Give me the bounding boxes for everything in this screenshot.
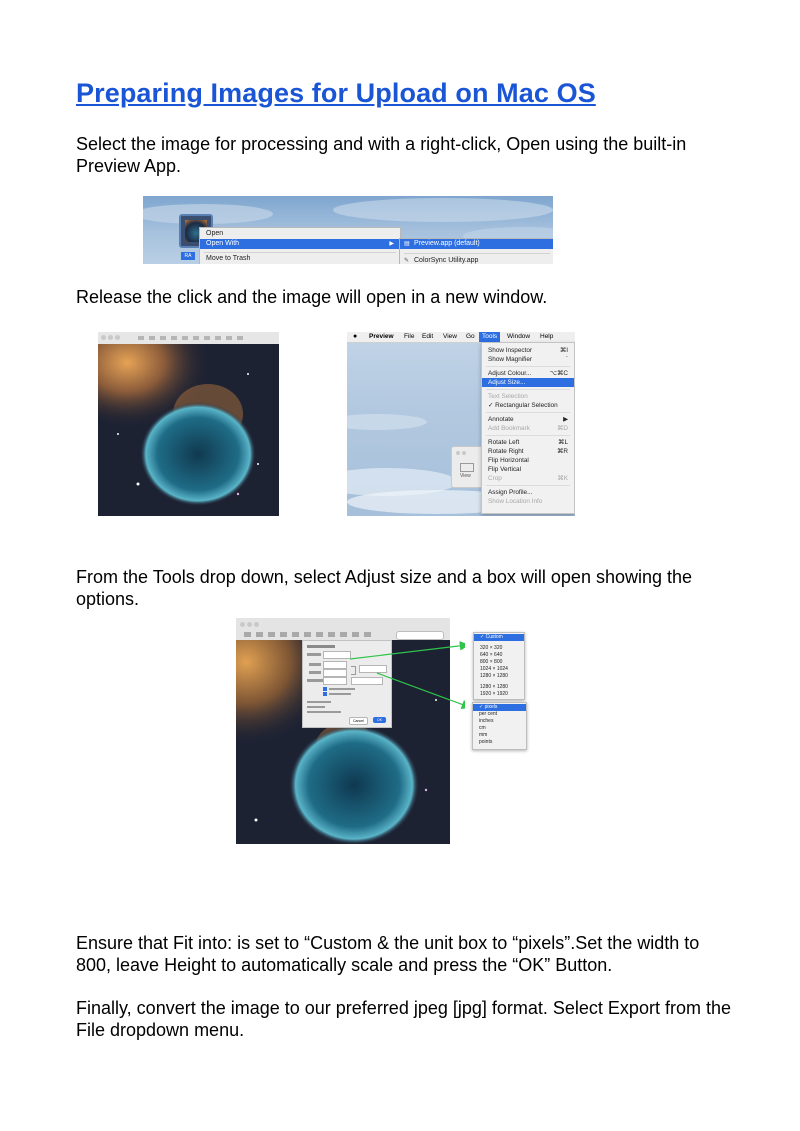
menubar-item-file[interactable]: File [404, 333, 415, 340]
unit-option[interactable]: ✓ pixels [473, 704, 526, 711]
file-size-value [307, 711, 341, 713]
tools-menu-item-label: Show Magnifier [488, 356, 533, 363]
context-menu-screenshot [143, 196, 553, 264]
fit-into-option[interactable]: 320 × 320 [480, 645, 503, 651]
menu-separator [486, 366, 570, 367]
menu-separator [486, 485, 570, 486]
unit-option[interactable]: points [479, 739, 493, 745]
tools-menu-item-label: Adjust Colour... [488, 370, 532, 377]
callout-arrows [345, 625, 465, 745]
ok-button[interactable]: OK [373, 717, 386, 723]
menubar-item-go[interactable]: Go [466, 333, 475, 340]
unit-option[interactable]: cm [479, 725, 486, 731]
tools-dropdown-menu [481, 342, 575, 514]
tools-menu-item [482, 474, 574, 483]
tools-menu-item-label: Show Location Info [488, 498, 543, 505]
tools-menu-item-label: ✓ Rectangular Selection [488, 402, 558, 409]
tools-menu-item-shortcut: ⌘L [558, 439, 568, 446]
tools-menu-item-shortcut: ⌘D [556, 425, 568, 432]
apple-logo-icon[interactable]: ● [353, 333, 358, 340]
tools-menu-item [482, 392, 574, 401]
menubar-item-preview[interactable]: Preview [369, 333, 394, 340]
menu-separator [204, 252, 396, 253]
unit-option[interactable]: inches [479, 718, 494, 724]
tools-menu-item-shortcut: ` [565, 356, 568, 363]
menubar-item-view[interactable]: View [443, 333, 457, 340]
tools-menu-item-shortcut: ⌘R [556, 448, 568, 455]
fit-into-option[interactable]: 640 × 640 [480, 652, 503, 658]
close-window-icon[interactable] [101, 335, 106, 340]
close-window-icon[interactable] [456, 451, 460, 455]
tools-menu-item[interactable] [482, 456, 574, 465]
instruction-release-click: Release the click and the image will open in a new window. [76, 287, 548, 307]
close-window-icon[interactable] [240, 622, 245, 627]
menubar-item-edit[interactable]: Edit [422, 333, 434, 340]
context-menu [199, 227, 401, 264]
resolution-label [307, 679, 323, 682]
file-name-badge: RA [181, 252, 195, 260]
tools-menu-item[interactable] [482, 346, 574, 355]
tools-menu-item[interactable] [482, 369, 574, 378]
fit-into-option[interactable]: 1280 × 1280 [480, 684, 508, 690]
fit-into-option[interactable]: 1280 × 1280 [480, 673, 508, 679]
tools-menu-item-label: Crop [488, 475, 502, 482]
menu-separator [486, 389, 570, 390]
height-label [309, 671, 321, 674]
tools-menu-item-label: Annotate [488, 416, 514, 423]
fit-into-arrow [350, 645, 465, 659]
tools-menu-item[interactable] [482, 465, 574, 474]
tools-menu-item[interactable] [482, 355, 574, 364]
menu-separator [404, 253, 550, 254]
tools-menu-item-shortcut: ⌘I [559, 347, 568, 354]
unit-option[interactable]: mm [479, 732, 488, 738]
fit-into-label [307, 653, 321, 656]
menubar-item-window[interactable]: Window [507, 333, 531, 340]
instruction-adjust-size: From the Tools drop down, select Adjust size and a box will open showing the options. [76, 567, 693, 609]
fit-into-option[interactable]: 800 × 800 [480, 659, 503, 665]
zoom-window-icon[interactable] [115, 335, 120, 340]
tools-menu-item[interactable] [482, 415, 574, 424]
menubar-item-tools[interactable]: Tools [479, 332, 500, 342]
instruction-set-width: Ensure that Fit into: is set to “Custom & the unit box to “pixels”.Set the width to 800, leave Height to automatically scale and press the “OK” Button. [76, 933, 700, 975]
menu-separator [486, 435, 570, 436]
tools-menu-item-label: Rotate Right [488, 448, 524, 455]
preview-app-icon: ▤ [404, 241, 410, 247]
instruction-open-preview: Select the image for processing and with a right-click, Open using the built-in Preview App. [76, 134, 687, 176]
unit-popup [472, 702, 527, 750]
tools-menu-item-shortcut: ⌘K [557, 475, 568, 482]
minimize-window-icon[interactable] [462, 451, 466, 455]
view-label: View [460, 473, 471, 479]
submenu-item-preview[interactable] [400, 239, 553, 249]
resulting-size-value [307, 706, 325, 708]
unit-arrow [377, 673, 465, 707]
resample-checkbox[interactable] [323, 692, 327, 696]
submenu-item-preview-label: Preview.app (default) [414, 240, 480, 247]
cancel-button[interactable]: Cancel [349, 717, 368, 725]
nebula-image [98, 344, 279, 516]
minimize-window-icon[interactable] [247, 622, 252, 627]
tools-menu-item[interactable] [482, 447, 574, 456]
tools-menu-item-shortcut: ▶ [563, 416, 568, 423]
tools-menu-item-label: Adjust Size... [488, 379, 526, 386]
unit-option[interactable]: per cent [479, 711, 498, 717]
open-with-submenu [399, 238, 553, 264]
tools-menu-item-label: Flip Horizontal [488, 457, 529, 464]
view-mode-icon[interactable] [460, 463, 474, 472]
toolbar-icons [138, 336, 248, 340]
menu-separator [486, 412, 570, 413]
tools-menu-item-label: Flip Vertical [488, 466, 522, 473]
zoom-window-icon[interactable] [254, 622, 259, 627]
menu-item-open-with-label: Open With [206, 240, 240, 247]
menu-item-move-to-trash[interactable]: Move to Trash [206, 255, 251, 262]
tools-menu-item-label: Show Inspector [488, 347, 533, 354]
tools-menu-item-label: Rotate Left [488, 439, 520, 446]
tools-menu-item-shortcut: ⌥⌘C [549, 370, 568, 377]
tools-menu-item-label: Text Selection [488, 393, 528, 400]
fit-into-popup [473, 632, 525, 700]
tools-menu-item[interactable] [482, 488, 574, 497]
dialog-heading [307, 645, 335, 648]
colorsync-app-icon: ✎ [404, 258, 410, 264]
menu-item-open-with[interactable] [200, 239, 400, 249]
tools-menu-item [482, 497, 574, 506]
resolution-input[interactable] [323, 677, 347, 685]
fit-into-option[interactable]: 1920 × 1920 [480, 691, 508, 697]
submenu-item-colorsync[interactable]: ColorSync Utility.app [414, 257, 479, 264]
tools-menu-item-label: Assign Profile... [488, 489, 533, 496]
submenu-arrow-icon: ▶ [389, 241, 394, 247]
tools-menu-item[interactable] [482, 401, 574, 410]
width-label [309, 663, 321, 666]
instruction-export-jpg: Finally, convert the image to our preferred jpeg [jpg] format. Select Export from the File dropdown menu. [76, 998, 731, 1040]
tools-menu-item[interactable] [482, 438, 574, 447]
scale-proportionally-checkbox[interactable] [323, 687, 327, 691]
page-title[interactable]: Preparing Images for Upload on Mac OS [76, 78, 596, 108]
width-input[interactable] [323, 661, 347, 669]
fit-into-option[interactable]: ✓ Custom [474, 634, 524, 641]
menubar-item-help[interactable]: Help [540, 333, 554, 340]
height-input[interactable] [323, 669, 347, 677]
tools-menu-item-label: Add Bookmark [488, 425, 530, 432]
preview-window-screenshot [98, 332, 279, 516]
tools-menu-item[interactable] [482, 378, 574, 387]
fit-into-option[interactable]: 1024 × 1024 [480, 666, 508, 672]
menu-item-open[interactable]: Open [206, 230, 224, 237]
minimize-window-icon[interactable] [108, 335, 113, 340]
tools-menu-screenshot [347, 332, 575, 516]
tools-menu-item [482, 424, 574, 433]
resulting-size-label [307, 701, 331, 703]
